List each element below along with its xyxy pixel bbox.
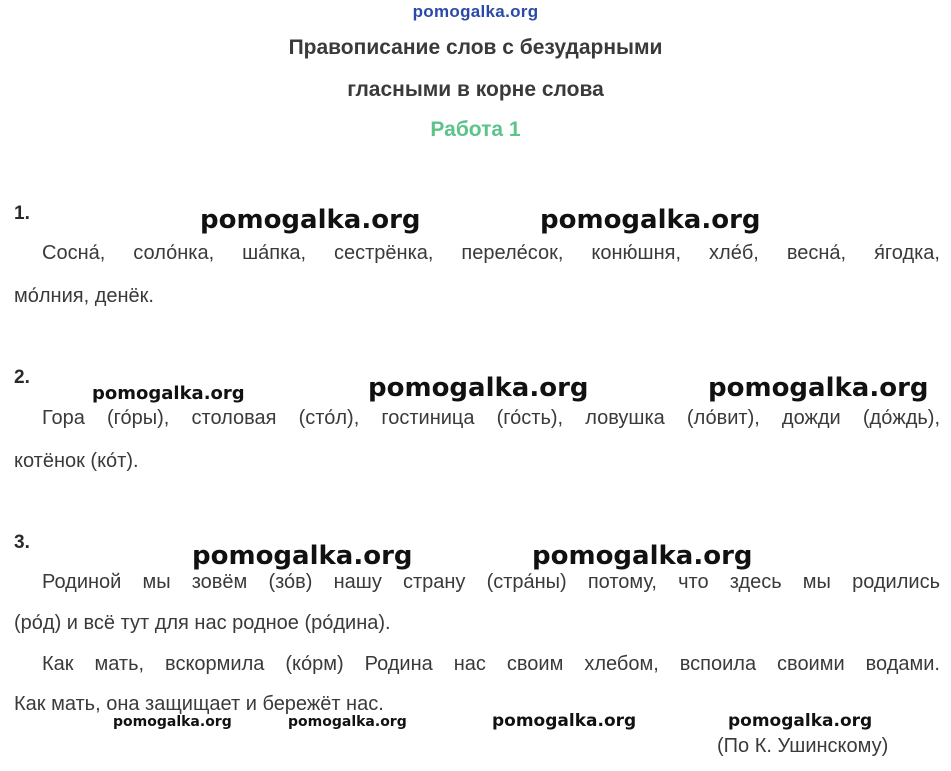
page-subtitle: Работа 1 [430, 118, 521, 141]
section3-number: 3. [14, 532, 30, 553]
section2-number: 2. [14, 367, 30, 388]
watermark: pomogalka.org [200, 205, 421, 235]
watermark: pomogalka.org [708, 373, 929, 403]
section2-line2: котёнок (ко́т). [14, 450, 139, 472]
section2-line1: Гора (го́ры), столовая (сто́л), гостиница (го́сть), ловушка (ло́вит), дожди (до́ждь), [42, 407, 940, 429]
watermark: pomogalka.org [192, 541, 413, 571]
section1-number: 1. [14, 203, 30, 224]
watermark: pomogalka.org [728, 711, 873, 731]
page-title-line1: Правописание слов с безударными [288, 36, 663, 59]
section3-line3: Как мать, вскормила (ко́рм) Родина нас своим хлебом, вспоила своими водами. [42, 653, 940, 675]
watermark: pomogalka.org [92, 383, 245, 404]
watermark: pomogalka.org [113, 714, 232, 730]
attribution: (По К. Ушинскому) [717, 735, 889, 757]
watermark: pomogalka.org [288, 714, 407, 730]
watermark: pomogalka.org [368, 373, 589, 403]
section1-line1: Сосна́, соло́нка, ша́пка, сестрёнка, переле́сок, коню́шня, хле́б, весна́, я́годка, [42, 242, 940, 264]
section3-line1: Родиной мы зовём (зо́в) нашу страну (стра́ны) потому, что здесь мы родились [42, 571, 940, 593]
site-label[interactable]: pomogalka.org [412, 2, 539, 21]
watermark: pomogalka.org [532, 541, 753, 571]
section3-line2: (ро́д) и всё тут для нас родное (ро́дина). [14, 612, 391, 634]
watermark: pomogalka.org [492, 711, 637, 731]
page-title-line2: гласными в корне слова [347, 78, 604, 101]
section1-line2: мо́лния, денёк. [14, 285, 154, 307]
watermark: pomogalka.org [540, 205, 761, 235]
section3-line4: Как мать, она защищает и бережёт нас. [14, 693, 384, 715]
